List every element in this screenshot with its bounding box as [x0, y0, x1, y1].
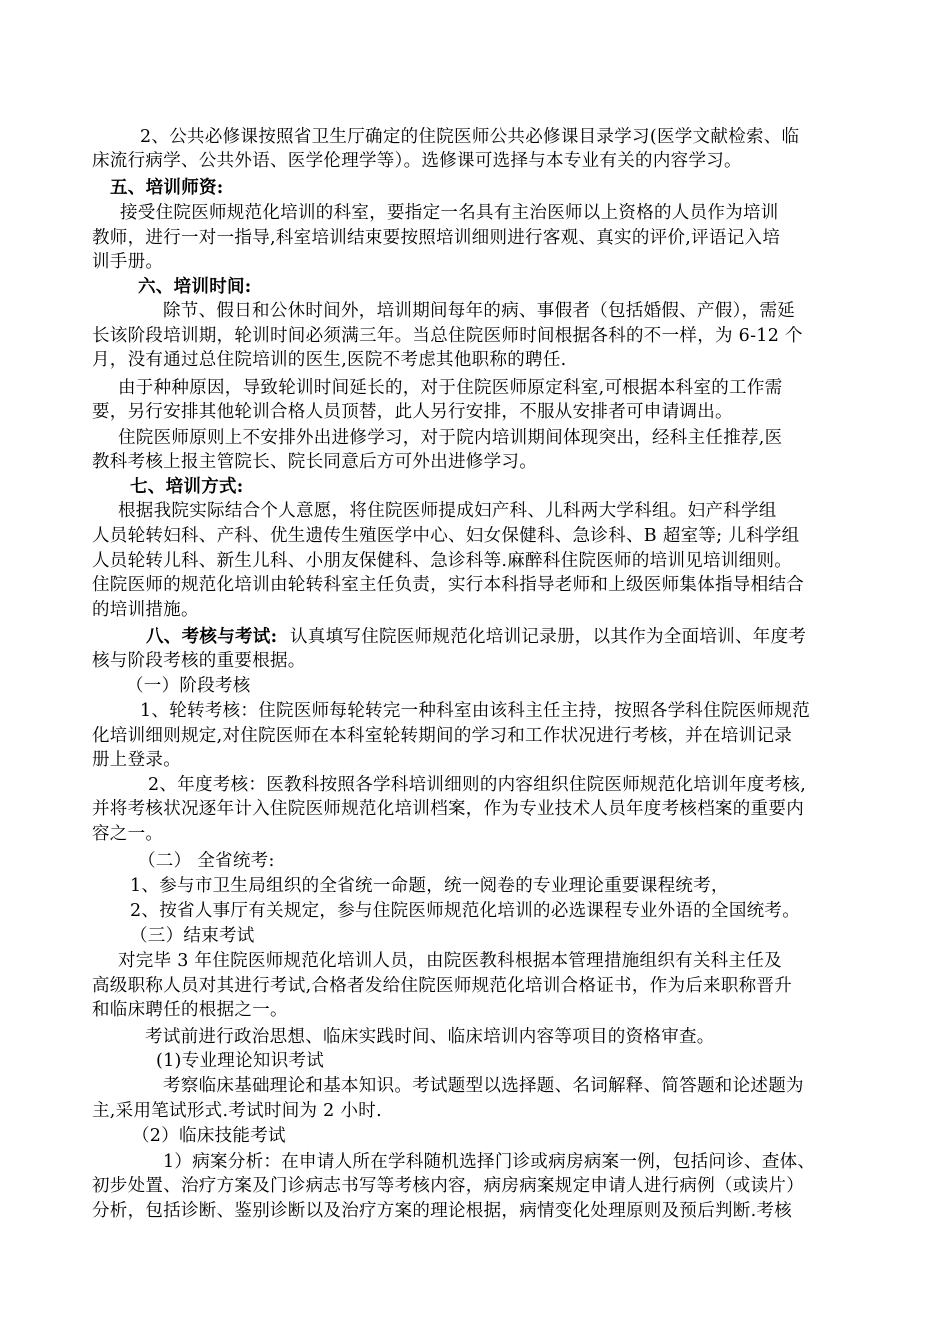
text-line: 化培训细则规定,对住院医师在本科室轮转期间的学习和工作状况进行考核，并在培训记录: [92, 726, 793, 746]
text-line: 容之一。: [92, 824, 164, 844]
text-line: 要，另行安排其他轮训合格人员顶替，此人另行安排，不服从安排者可申请调出。: [92, 402, 733, 422]
text-line: 除节、假日和公休时间外，培训期间每年的病、事假者（包括婚假、产假），需延: [163, 301, 796, 321]
text-line: 的培训措施。: [92, 600, 199, 620]
text-line: 考察临床基础理论和基本知识。考试题型以选择题、名词解释、简答题和论述题为: [163, 1076, 804, 1096]
text-line: 住院医师的规范化培训由轮转科室主任负责，实行本科指导老师和上级医师集体指导相结合: [92, 575, 804, 595]
text-line: 接受住院医师规范化培训的科室，要指定一名具有主治医师以上资格的人员作为培训: [120, 203, 779, 223]
text-line: 和临床聘任的根据之一。: [92, 1000, 288, 1020]
text-line: 认真填写住院医师规范化培训记录册，以其作为全面培训、年度考: [290, 627, 807, 647]
subheading: （二） 全省统考:: [138, 851, 275, 871]
text-line: 住院医师原则上不安排外出进修学习，对于院内培训期间体现突出，经科主任推荐,医: [118, 428, 783, 448]
section-heading-5: 五、培训师资:: [110, 178, 224, 198]
text-line: 床流行病学、公共外语、医学伦理学等）。选修课可选择与本专业有关的内容学习。: [92, 151, 742, 171]
text-line: 并将考核状况逐年计入住院医师规范化培训档案，作为专业技术人员年度考核档案的重要内: [92, 799, 804, 819]
text-line: 1）病案分析：在申请人所在学科随机选择门诊或病房病案一例，包括问诊、查体、: [163, 1152, 816, 1172]
text-line: 对完毕 3 年住院医师规范化培训人员，由院医教科根据本管理措施组织有关科主任及: [118, 951, 782, 971]
text-line: 2、年度考核：医教科按照各学科培训细则的内容组织住院医师规范化培训年度考核,: [148, 775, 807, 795]
subheading: (1)专业理论知识考试: [156, 1051, 325, 1071]
text-line: 根据我院实际结合个人意愿，将住院医师提成妇产科、儿科两大学科组。妇产科学组: [118, 501, 777, 521]
text-line: 核与阶段考核的重要根据。: [92, 651, 306, 671]
text-line: 人员轮转儿科、新生儿科、小朋友保健科、急诊科等.麻醉科住院医师的培训见培训细则。: [92, 551, 793, 571]
text-line: 教科考核上报主管院长、院长同意后方可外出进修学习。: [92, 452, 537, 472]
section-heading-8: 八、考核与考试:: [146, 627, 278, 647]
subheading: （2）临床技能考试: [132, 1126, 286, 1146]
text-line: 训手册。: [92, 252, 164, 272]
text-line: 教师，进行一对一指导,科室培训结束要按照培训细则进行客观、真实的评价,评语记入培: [92, 228, 781, 248]
text-line: 由于种种原因，导致轮训时间延长的，对于住院医师原定科室,可根据本科室的工作需: [118, 378, 783, 398]
text-line: 册上登录。: [92, 750, 181, 770]
text-line: 分析，包括诊断、鉴别诊断以及治疗方案的理论根据，病情变化处理原则及预后判断.考核: [92, 1201, 793, 1221]
text-line: 主,采用笔试形式.考试时间为 2 小时.: [92, 1101, 382, 1121]
text-line: 长该阶段培训期，轮训时间必须满三年。当总住院医师时间根据各科的不一样，为 6-12 个: [92, 326, 803, 346]
subheading: （一）阶段考核: [126, 676, 251, 696]
subheading: （三）结束考试: [130, 926, 255, 946]
text-line: 2、公共必修课按照省卫生厅确定的住院医师公共必修课目录学习(医学文献检索、临: [140, 127, 800, 147]
text-line: 高级职称人员对其进行考试,合格者发给住院医师规范化培训合格证书，作为后来职称晋升: [92, 976, 793, 996]
text-line: 人员轮转妇科、产科、优生遗传生殖医学中心、妇女保健科、急诊科、B 超室等; 儿科学组: [92, 526, 800, 546]
section-heading-6: 六、培训时间:: [138, 277, 252, 297]
text-line: 考试前进行政治思想、临床实践时间、临床培训内容等项目的资格审查。: [145, 1027, 715, 1047]
text-line: 2、按省人事厅有关规定，参与住院医师规范化培训的必选课程专业外语的全国统考。: [130, 901, 801, 921]
text-line: 1、轮转考核：住院医师每轮转完一种科室由该科主任主持，按照各学科住院医师规范: [140, 701, 811, 721]
section-heading-7: 七、培训方式:: [130, 477, 244, 497]
text-line: 初步处置、治疗方案及门诊病志书写等考核内容，病房病案规定申请人进行病例（或读片）: [92, 1176, 804, 1196]
text-line: 月，没有通过总住院培训的医生,医院不考虑其他职称的聘任.: [92, 350, 567, 370]
text-line: 1、参与市卫生局组织的全省统一命题，统一阅卷的专业理论重要课程统考，: [130, 876, 729, 896]
